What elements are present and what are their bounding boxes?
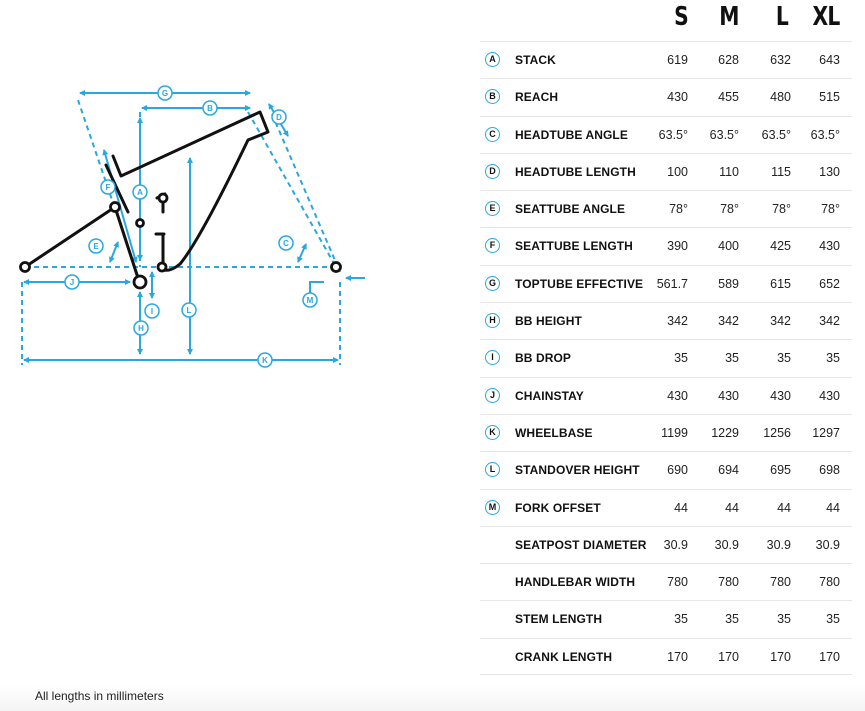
- row-label: HANDLEBAR WIDTH: [515, 575, 636, 590]
- row-letter-badge: K: [485, 425, 500, 440]
- size-header-l: L: [775, 2, 789, 32]
- svg-text:J: J: [69, 278, 75, 287]
- row-value-s: 170: [667, 649, 688, 664]
- row-value-s: 35: [674, 351, 688, 366]
- row-label: CRANK LENGTH: [515, 649, 613, 664]
- table-row: [480, 451, 852, 488]
- row-value-xl: 63.5°: [810, 127, 840, 142]
- row-value-xl: 44: [826, 500, 840, 515]
- row-value-l: 35: [777, 612, 791, 627]
- size-header-m: M: [719, 2, 739, 32]
- marker-d: [272, 110, 286, 124]
- marker-m: [303, 293, 317, 307]
- row-value-l: 30.9: [766, 537, 791, 552]
- size-header-s: S: [674, 2, 688, 32]
- marker-a: [133, 185, 147, 199]
- row-value-m: 589: [718, 276, 739, 291]
- svg-text:I: I: [150, 307, 154, 316]
- table-row: [480, 78, 852, 115]
- row-label: REACH: [515, 90, 559, 105]
- svg-text:K: K: [262, 356, 268, 365]
- svg-text:B: B: [207, 104, 213, 113]
- row-letter-badge: B: [485, 89, 500, 104]
- row-label: WHEELBASE: [515, 425, 593, 440]
- row-value-m: 455: [718, 90, 739, 105]
- row-value-l: 63.5°: [761, 127, 791, 142]
- row-letter-badge: M: [485, 500, 500, 515]
- marker-e: [89, 239, 103, 253]
- row-value-s: 390: [667, 239, 688, 254]
- row-value-s: 619: [667, 53, 688, 67]
- row-value-l: 44: [777, 500, 791, 515]
- svg-text:E: E: [93, 242, 99, 251]
- row-value-xl: 130: [819, 164, 840, 179]
- geometry-rows: [480, 41, 852, 675]
- row-value-m: 780: [718, 575, 739, 590]
- svg-text:F: F: [105, 183, 111, 192]
- row-value-m: 78°: [720, 202, 739, 217]
- row-value-m: 35: [725, 612, 739, 627]
- table-row: [480, 526, 852, 563]
- marker-b: [203, 101, 217, 115]
- units-footnote: All lengths in millimeters: [35, 689, 164, 703]
- row-value-xl: 430: [819, 239, 840, 254]
- row-value-xl: 515: [819, 90, 840, 105]
- row-value-m: 30.9: [714, 537, 739, 552]
- row-value-m: 63.5°: [709, 127, 739, 142]
- row-letter-badge: G: [485, 276, 500, 291]
- row-letter-badge: E: [485, 201, 500, 216]
- svg-text:A: A: [137, 188, 143, 197]
- row-label: STANDOVER HEIGHT: [515, 463, 640, 478]
- row-value-xl: 342: [819, 314, 840, 329]
- row-value-l: 425: [770, 239, 791, 254]
- marker-c: [279, 236, 293, 250]
- row-label: BB DROP: [515, 351, 572, 366]
- marker-i: [145, 304, 159, 318]
- row-letter-badge: J: [485, 388, 500, 403]
- table-row: [480, 638, 852, 675]
- row-label: STEM LENGTH: [515, 612, 603, 627]
- row-value-l: 430: [770, 388, 791, 403]
- row-value-l: 780: [770, 575, 791, 590]
- row-value-l: 1256: [763, 425, 791, 440]
- table-row: [480, 153, 852, 190]
- row-value-xl: 652: [819, 276, 840, 291]
- row-value-s: 342: [667, 314, 688, 329]
- size-header-xl: XL: [812, 2, 840, 32]
- marker-h: [134, 321, 148, 335]
- table-row: [480, 600, 852, 637]
- row-value-l: 695: [770, 463, 791, 478]
- row-value-m: 400: [718, 239, 739, 254]
- row-value-xl: 35: [826, 612, 840, 627]
- svg-text:L: L: [186, 306, 192, 315]
- marker-k: [258, 353, 272, 367]
- table-row: [480, 190, 852, 227]
- size-header-row: [480, 0, 852, 41]
- row-value-xl: 430: [819, 388, 840, 403]
- row-value-l: 35: [777, 351, 791, 366]
- row-value-l: 480: [770, 90, 791, 105]
- row-value-xl: 35: [826, 351, 840, 366]
- marker-l: [182, 303, 196, 317]
- marker-g: [158, 86, 172, 100]
- svg-text:G: G: [161, 89, 169, 98]
- row-value-s: 78°: [669, 202, 688, 217]
- row-value-l: 78°: [772, 202, 791, 217]
- row-letter-badge: A: [485, 52, 500, 67]
- row-value-m: 170: [718, 649, 739, 664]
- svg-text:H: H: [138, 324, 144, 333]
- marker-j: [65, 275, 79, 289]
- row-value-xl: 78°: [821, 202, 840, 217]
- row-value-s: 561.7: [656, 276, 688, 291]
- frame-geometry-svg: [0, 0, 480, 400]
- geometry-table: [480, 0, 852, 675]
- row-letter-badge: H: [485, 313, 500, 328]
- row-value-s: 44: [674, 500, 688, 515]
- row-value-m: 110: [719, 164, 739, 179]
- svg-text:C: C: [283, 239, 289, 248]
- row-value-s: 780: [667, 575, 688, 590]
- row-label: BB HEIGHT: [515, 314, 582, 329]
- row-letter-badge: C: [485, 127, 500, 142]
- row-value-s: 30.9: [663, 537, 688, 552]
- row-letter-badge: D: [485, 164, 500, 179]
- row-value-l: 170: [770, 649, 791, 664]
- row-value-l: 342: [770, 314, 791, 329]
- row-letter-badge: F: [485, 238, 500, 253]
- row-label: SEATTUBE ANGLE: [515, 202, 626, 217]
- svg-text:M: M: [306, 296, 314, 305]
- row-label: SEATTUBE LENGTH: [515, 239, 633, 254]
- dimension-lines: [24, 93, 365, 360]
- table-row: [480, 302, 852, 339]
- row-label: CHAINSTAY: [515, 388, 584, 403]
- row-letter-badge: L: [485, 462, 500, 477]
- svg-text:D: D: [276, 113, 282, 122]
- row-value-m: 628: [718, 53, 739, 67]
- row-value-l: 115: [771, 164, 791, 179]
- table-row: [480, 414, 852, 451]
- row-value-xl: 698: [819, 463, 840, 478]
- row-value-s: 430: [667, 388, 688, 403]
- row-value-m: 430: [718, 388, 739, 403]
- table-row: [480, 265, 852, 302]
- row-value-l: 615: [770, 276, 791, 291]
- table-row: [480, 377, 852, 414]
- row-label: SEATPOST DIAMETER: [515, 537, 647, 552]
- marker-f: [101, 180, 115, 194]
- row-value-s: 1199: [661, 425, 688, 440]
- row-value-xl: 780: [819, 575, 840, 590]
- row-value-l: 632: [770, 53, 791, 67]
- row-value-xl: 170: [819, 649, 840, 664]
- table-row: [480, 339, 852, 376]
- table-row: [480, 227, 852, 264]
- table-row: [480, 41, 852, 78]
- table-row: [480, 116, 852, 153]
- row-value-m: 1229: [711, 425, 739, 440]
- row-value-xl: 30.9: [815, 537, 840, 552]
- table-row: [480, 489, 852, 526]
- row-value-m: 694: [718, 463, 739, 478]
- table-row: [480, 563, 852, 600]
- row-value-s: 430: [667, 90, 688, 105]
- row-letter-badge: I: [485, 350, 500, 365]
- row-value-m: 35: [725, 351, 739, 366]
- reference-lines: [22, 100, 340, 365]
- row-value-s: 690: [667, 463, 688, 478]
- row-label: STACK: [515, 53, 556, 67]
- row-value-s: 63.5°: [658, 127, 688, 142]
- row-value-s: 35: [674, 612, 688, 627]
- row-value-xl: 1297: [812, 425, 840, 440]
- row-label: TOPTUBE EFFECTIVE: [515, 276, 644, 291]
- row-value-xl: 643: [819, 53, 840, 67]
- row-value-m: 342: [718, 314, 739, 329]
- row-label: FORK OFFSET: [515, 500, 601, 515]
- row-label: HEADTUBE LENGTH: [515, 164, 636, 179]
- row-label: HEADTUBE ANGLE: [515, 127, 628, 142]
- row-value-s: 100: [667, 164, 688, 179]
- row-value-m: 44: [725, 500, 739, 515]
